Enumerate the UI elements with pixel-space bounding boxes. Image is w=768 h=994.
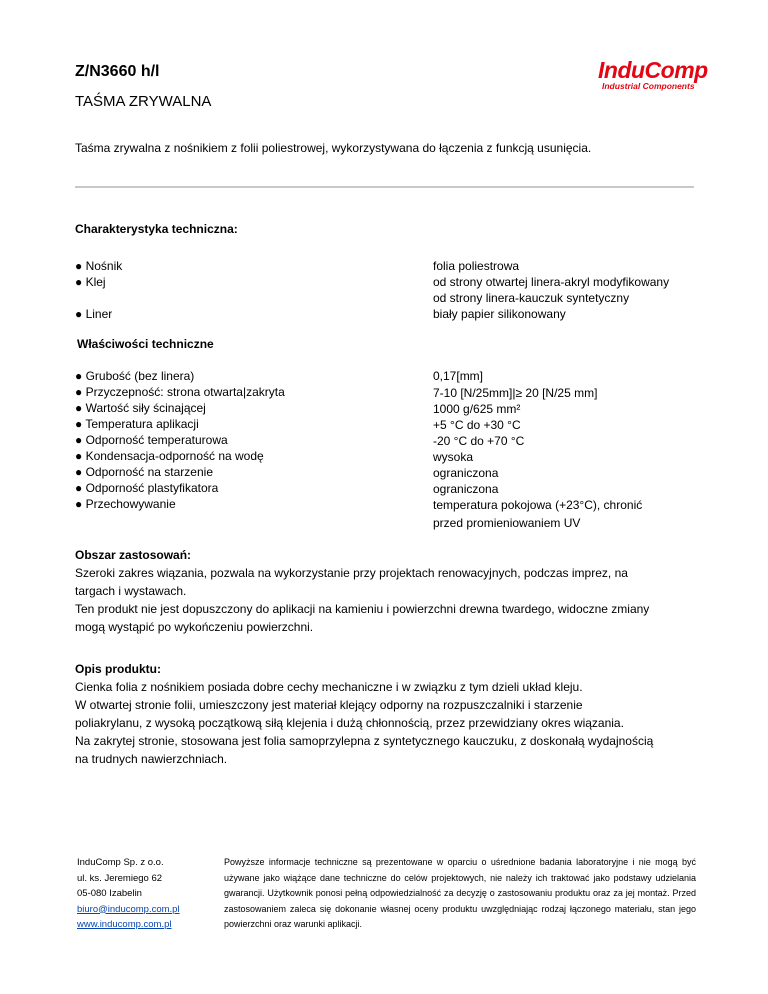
list-item: ● Temperatura aplikacji [75,417,199,431]
list-value: 1000 g/625 mm² [433,402,521,416]
list-item: ● Grubość (bez linera) [75,369,195,383]
list-item: ● Liner [75,307,113,321]
list-item: ● Odporność na starzenie [75,465,213,479]
paragraph-line: Szeroki zakres wiązania, pozwala na wykorzystanie przy projektach renowacyjnych, podczas imprez, na [75,566,628,580]
list-value: od strony otwartej linera-akryl modyfikowany [433,275,670,289]
description-section [75,660,700,768]
list-item: ● Klej [75,275,106,289]
paragraph-line: poliakrylanu, z wysoką początkową siłą klejenia i dużą chłonnością, przez przewidziany okres wiązania. [75,716,624,730]
applications-heading: Obszar zastosowań: [75,548,192,562]
characteristics-values [433,258,669,322]
list-value: od strony linera-kauczuk syntetyczny [433,291,630,305]
list-item: ● Kondensacja-odporność na wodę [75,449,264,463]
paragraph-line: Na zakrytej stronie, stosowana jest folia samoprzylepna z syntetycznego kauczuku, z doskonałą wydajnością [75,734,654,748]
address-street: ul. ks. Jeremiego 62 [77,872,163,884]
paragraph-line: W otwartej stronie folii, umieszczony jest materiał klejący odporny na rozpuszczalniki i starzenie [75,698,583,712]
properties-values [433,368,642,531]
list-item: ● Nośnik [75,259,123,273]
list-value: 7-10 [N/25mm]|≥ 20 [N/25 mm] [433,386,598,400]
divider [75,186,694,188]
inducomp-logo [598,57,708,94]
company-name: InduComp Sp. z o.o. [77,857,164,868]
intro-text: Taśma zrywalna z nośnikiem z folii poliestrowej, wykorzystywana do łączenia z funkcją usunięcia. [75,141,592,155]
list-value: biały papier silikonowany [433,307,566,321]
logo-wordmark: InduComp [598,57,708,83]
logo-tagline: Industrial Components [602,81,695,91]
properties-heading: Właściwości techniczne [77,337,214,351]
list-value: +5 °C do +30 °C [433,418,521,432]
list-item: ● Odporność plastyfikatora [75,481,219,495]
list-value: ograniczona [433,482,499,496]
company-address [77,855,180,933]
disclaimer: Powyższe informacje techniczne są prezentowane w oparciu o uśrednione badania laboratoryjne i nie mogą być używane jako wiążące dane techniczne do celów projektowych, nie należy ich traktować jako podstawy udzielania gwarancji. Użytkownik ponosi pełną odpowiedzialność za decyzję o zastosowaniu produktu oraz za jej montaż. Przed zastosowaniem zaleca się dokonanie własnej oceny produktu uwzględniając rodzaj łączonego materiału, stan jego powierzchni oraz warunki aplikacji. [224,857,696,929]
properties-labels [75,368,285,512]
paragraph-line: na trudnych nawierzchniach. [75,752,228,766]
product-name: TAŚMA ZRYWALNA [75,93,212,110]
list-value: temperatura pokojowa (+23°C), chronić [433,498,643,512]
list-value: ograniczona [433,466,499,480]
paragraph-line: targach i wystawach. [75,584,187,598]
list-item: ● Przyczepność: strona otwarta|zakryta [75,385,285,399]
address-city: 05-080 Izabelin [77,888,142,899]
description-heading: Opis produktu: [75,662,161,676]
characteristics-labels [75,258,122,322]
list-item: ● Przechowywanie [75,497,176,511]
list-value: -20 °C do +70 °C [433,434,525,448]
product-code: Z/N3660 h/l [75,63,160,80]
list-item: ● Wartość siły ścinającej [75,401,206,415]
paragraph-line: mogą wystąpić po wykończeniu powierzchni. [75,620,314,634]
list-value: przed promieniowaniem UV [433,516,581,530]
list-value: folia poliestrowa [433,259,520,273]
website-link[interactable]: www.inducomp.com.pl [77,919,172,930]
list-item: ● Odporność temperaturowa [75,433,228,447]
applications-section [75,546,700,636]
list-value: wysoka [433,450,474,464]
list-value: 0,17[mm] [433,369,484,383]
paragraph-line: Cienka folia z nośnikiem posiada dobre cechy mechaniczne i w związku z tym dzieli układ kleju. [75,680,583,694]
paragraph-line: Ten produkt nie jest dopuszczony do aplikacji na kamieniu i powierzchni drewna twardego, widoczne zmiany [75,602,650,616]
characteristics-heading: Charakterystyka techniczna: [75,222,238,236]
email-link[interactable]: biuro@inducomp.com.pl [77,903,180,915]
